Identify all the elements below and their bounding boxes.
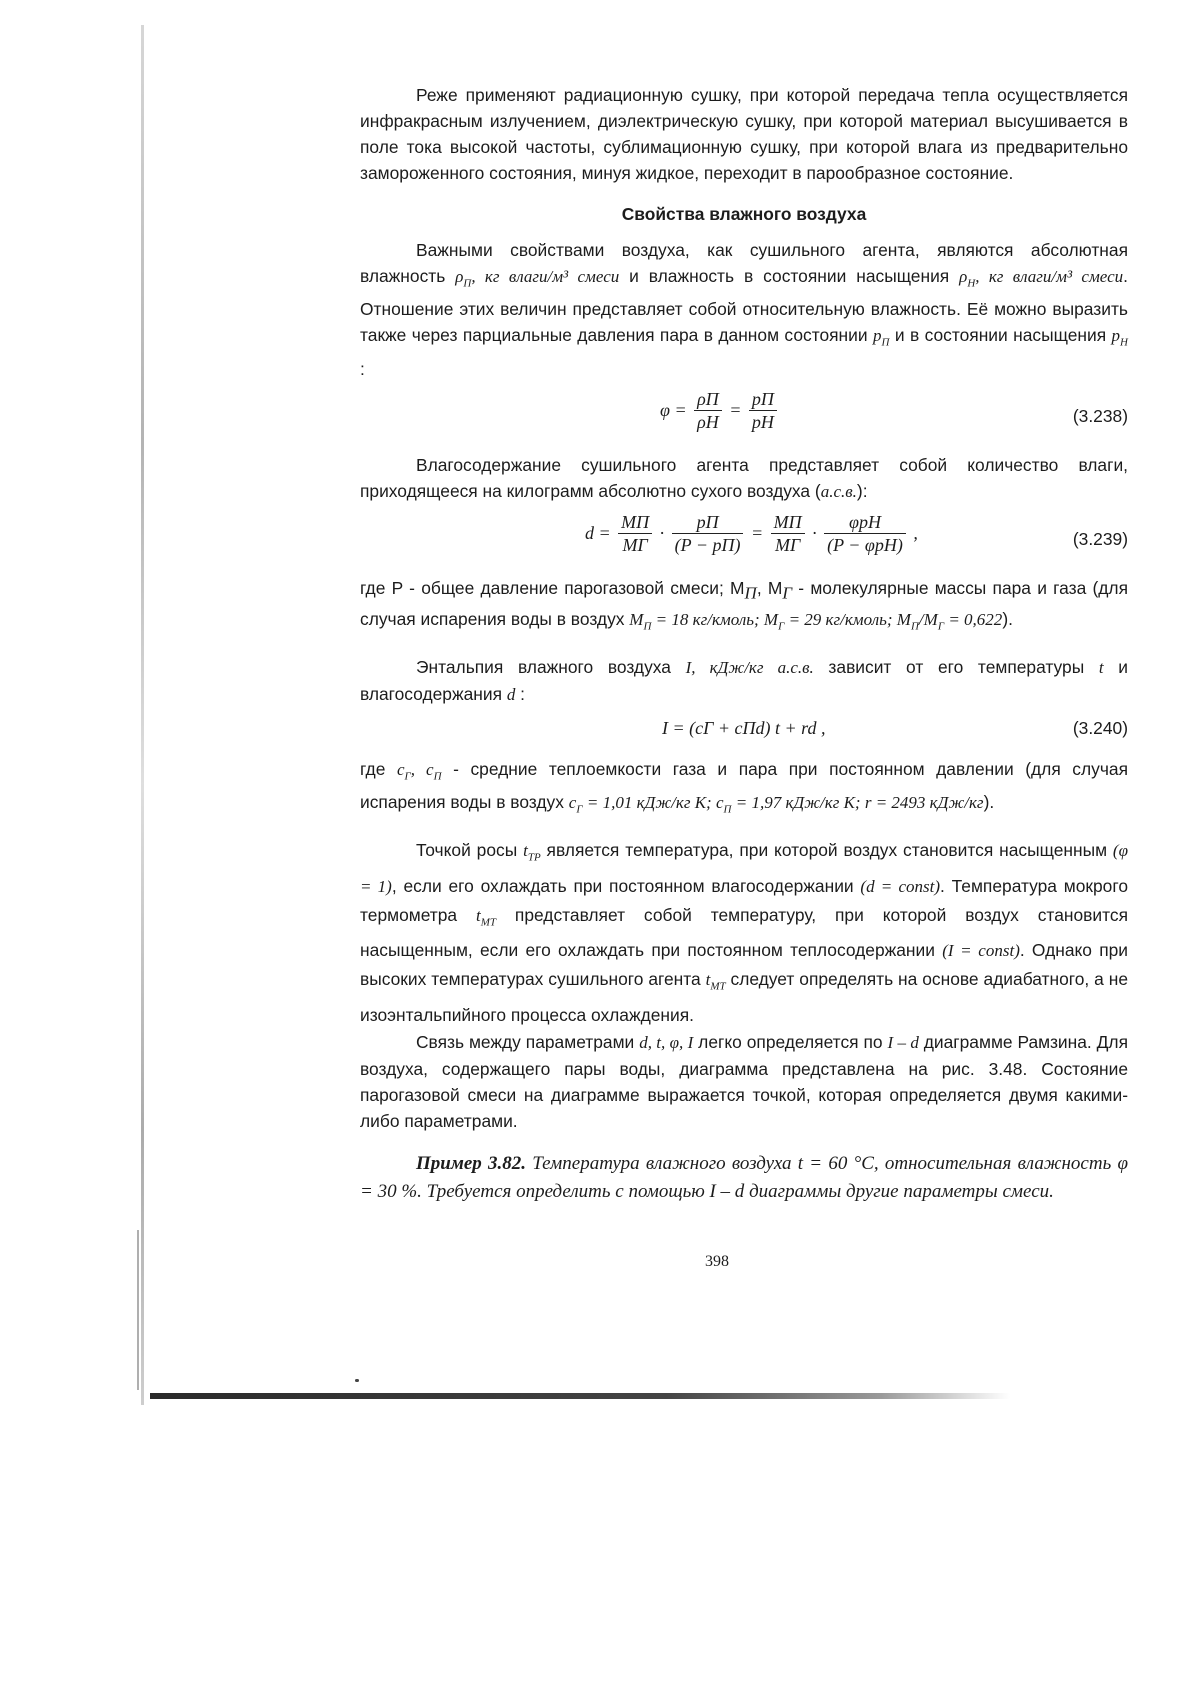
formula — [585, 511, 918, 556]
equation-3-238 — [360, 388, 1128, 446]
text: представляет собой температуру, при которой воздух становится насыщенным, если его охлаждать при постоянном теплосодержании — [360, 904, 1128, 961]
unit: , кДж/кг а.с.в. — [691, 657, 814, 677]
formula-inline: φ = 30 % — [360, 1152, 1128, 1202]
paragraph-humidity — [360, 237, 1128, 382]
dot: · — [812, 522, 817, 543]
equation-3-240 — [360, 714, 1128, 750]
text: Важными свойствами воздуха, как сушильного агента, являются абсолютная влажность — [360, 240, 1128, 286]
formula-inline: (d = const) — [860, 876, 941, 896]
text: диаграмме Рамзина. Для воздуха, содержащего пары воды, диаграмма представлена на рис. 3.48. Состояние парогазовой смеси на диаграмме выражается точкой, которая определяется двумя какими-либо параметрами. — [360, 1031, 1128, 1131]
page-number: 398 — [705, 1253, 729, 1270]
unit: , кг влаги/м³ смеси — [975, 267, 1124, 286]
scan-left-edge-dark — [137, 1230, 139, 1390]
text: - молекулярные массы пара и газа (для случая испарения воды в воздух — [360, 577, 1128, 630]
text: ). — [1002, 609, 1013, 630]
text: . Отношение этих величин представляет собой относительную влажность. Её можно выразить также через парциальные давления пара в данном состоянии — [360, 266, 1129, 346]
symbol: d — [506, 684, 516, 704]
text: Влагосодержание сушильного агента представляет собой количество влаги, приходящееся на килограмм абсолютно сухого воздуха ( — [360, 454, 1128, 501]
paragraph-dew-point — [360, 836, 1128, 1028]
abbr: а.с.в. — [820, 481, 857, 501]
symbol-cg-cp: $c_Г$, $c_П$ — [396, 759, 442, 783]
example-label: Пример 3.82. — [416, 1152, 527, 1174]
comma: , — [913, 522, 918, 543]
paragraph-heat-capacity — [360, 756, 1128, 823]
symbol-t-wet: $t_{МТ}$ — [476, 905, 497, 929]
fraction: $\frac{\text{φpН}}{\text{(P − φpН)}}$ — [824, 511, 906, 556]
equals: = — [729, 399, 742, 420]
text: , если его охлаждать при постоянном влагосодержании — [391, 875, 861, 896]
text: - средние теплоемкости газа и пара при постоянном давлении (для случая испарения воды в воздух — [360, 758, 1128, 813]
text: : — [360, 358, 365, 379]
formula: I = (cГ + cПd) t + rd , — [662, 717, 826, 738]
formula-lhs: d = — [585, 522, 611, 543]
text: диаграммы другие параметры смеси. — [744, 1180, 1054, 1202]
text: , M — [756, 577, 783, 598]
formula-inline: $c_Г = 1,01$ кДж/кг K; $c_П = 1,97$ кДж/кг K; r = 2493 кДж/кг — [568, 793, 984, 816]
paragraph-moisture-content — [360, 452, 1128, 505]
equation-number: (3.240) — [1072, 717, 1128, 738]
text: где — [360, 758, 397, 779]
formula — [660, 388, 780, 433]
text: следует определять на основе адиабатного, а не изоэнтальпийного процесса охлаждения. — [360, 969, 1128, 1025]
formula-inline: t = 60 °C — [797, 1152, 874, 1174]
equation-number: (3.239) — [1072, 528, 1128, 549]
page-body — [360, 82, 1128, 1206]
text: зависит от его температуры — [813, 656, 1099, 677]
paragraph-radiation-drying: Реже применяют радиационную сушку, при которой передача тепла осуществляется инфракрасным излучением, диэлектрическую сушку, при которой материал высушивается в поле тока высокой частоты, сублимационную сушку, при которой влага из предварительно замороженного состояния, минуя жидкое, переходит в парообразное состояние. — [360, 85, 1128, 183]
text: является температура, при которой воздух становится насыщенным — [540, 840, 1113, 861]
text: Связь между параметрами — [416, 1031, 640, 1052]
paragraph-ramzin-diagram — [360, 1029, 1128, 1134]
section-heading: Свойства влажного воздуха — [621, 204, 867, 224]
fraction: $\frac{\rho П}{\rho Н}$ — [694, 388, 722, 433]
formula-lhs: φ = — [660, 399, 687, 420]
scan-speck — [355, 1379, 359, 1382]
formula-inline: (φ = 1) — [360, 841, 1128, 896]
text: , относительная влажность — [873, 1152, 1118, 1174]
text: . Температура мокрого термометра — [360, 875, 1128, 925]
symbol-p-p: $p_П$ — [872, 326, 890, 349]
equals: = — [750, 522, 764, 543]
formula-inline: I – d — [709, 1180, 745, 1202]
text: и в состоянии насыщения — [889, 325, 1112, 346]
text: . Однако при высоких температурах сушильного агента — [360, 940, 1129, 990]
text: Точкой росы — [416, 840, 524, 861]
formula-inline: $M_П = 18$ кг/кмоль; $M_Г = 29$ кг/кмоль; $M_П/M_Г = 0,622$ — [629, 610, 1003, 633]
symbol: t — [1098, 657, 1104, 677]
symbol-t-wet: $t_{МТ}$ — [705, 970, 726, 993]
symbol: I — [685, 657, 692, 677]
text: и влажность в состоянии насыщения — [619, 266, 960, 286]
formula-inline: d, t, φ, I — [639, 1032, 694, 1052]
fraction: $\frac{pП}{(P - pП)}$ — [672, 511, 744, 556]
symbol-p-n: $p_Н$ — [1111, 326, 1128, 349]
formula-inline: (I = const) — [942, 941, 1020, 961]
text: Энтальпия влажного воздуха — [416, 656, 686, 677]
example-3-82 — [360, 1150, 1128, 1206]
formula-inline: I – d — [887, 1032, 919, 1052]
text: . Требуется определить с помощью — [417, 1180, 710, 1202]
scan-left-edge — [141, 25, 144, 1405]
fraction: $\frac{MП}{MГ}$ — [771, 511, 805, 556]
symbol-rho-p: $\rho_П$ — [455, 267, 472, 290]
text: : — [515, 683, 526, 704]
text: и влагосодержания — [360, 656, 1128, 704]
paragraph-enthalpy — [360, 654, 1128, 708]
text: легко определяется по — [693, 1031, 888, 1052]
equation-number: (3.238) — [1072, 405, 1128, 426]
symbol-t-dew: $t_{ТР}$ — [523, 841, 541, 864]
text: ): — [856, 480, 868, 501]
symbol-rho-n: $\rho_Н$ — [959, 267, 976, 290]
fraction: $\frac{MП}{MГ}$ — [618, 511, 652, 556]
text: где P - общее давление парогазовой смеси; M — [360, 577, 745, 598]
equation-3-239 — [360, 511, 1128, 569]
scan-bottom-edge — [150, 1393, 1010, 1399]
dot: · — [659, 522, 665, 543]
text: Температура влажного воздуха — [526, 1152, 798, 1174]
text: ). — [983, 792, 995, 813]
paragraph-where-p: где P - общее давление парогазовой смеси; $M_П$, $M_Г$ - молекулярные массы пара и газа (для случая испарения воды в воздух $M_П = 18$ кг/кмоль; $M_Г = 29$ кг/кмоль; $M_П/M_Г = 0,622$). — [360, 577, 1128, 633]
unit: , кг влаги/м³ смеси — [471, 267, 620, 286]
fraction: $\frac{pП}{pН}$ — [749, 388, 777, 433]
